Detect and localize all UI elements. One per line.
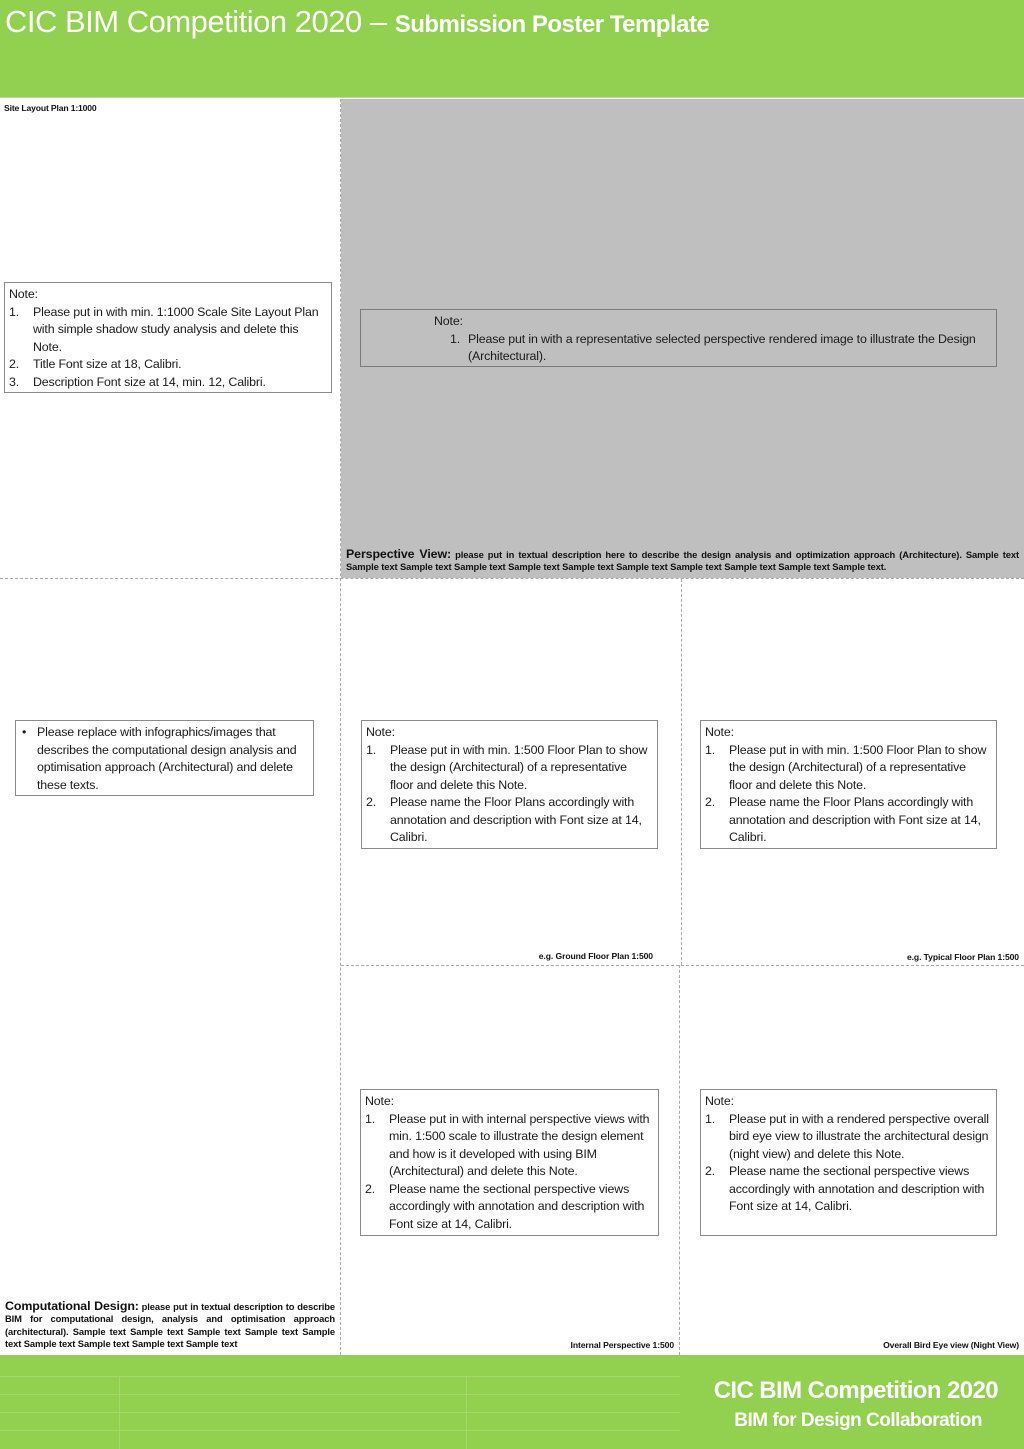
footer-title: CIC BIM Competition 2020 [713, 1377, 998, 1404]
typical-floor-plan-note [700, 720, 997, 849]
note-item-text: Please name the Floor Plans accordingly with annotation and description with Font size at 14, Calibri. [390, 795, 642, 844]
poster-title [5, 4, 709, 40]
note-item [705, 794, 992, 847]
bullet-icon: • [22, 725, 27, 739]
footer-grid-line [0, 1412, 680, 1413]
note-item-text: Please put in with internal perspective views with min. 1:500 scale to illustrate the design element and how is it developed with using BIM (Architectural) and delete this Note. [389, 1111, 650, 1178]
note-heading: Note: [434, 314, 463, 328]
typical-floor-plan-caption: e.g. Typical Floor Plan 1:500 [906, 952, 1019, 962]
note-item-number: 1. [9, 304, 20, 319]
note-item [705, 742, 992, 795]
computational-design-description-text: please put in textual description to describe BIM for computational design, analysis and optimisation approach (architectural). Sample text Sample text Sample text Sample text Sample text Sample text Sample text Sample text Sample text [5, 1301, 335, 1350]
note-item-text: Please put in with a representative selected perspective rendered image to illustrate the Design (Architectural). [468, 331, 976, 363]
divider-horizontal-2 [341, 965, 1024, 966]
note-item-number: 2. [365, 1181, 376, 1196]
note-item-text: Please put in with a rendered perspective overall bird eye view to illustrate the architectural design (night view) and delete this Note. [729, 1111, 989, 1161]
computational-design-description [5, 1300, 335, 1351]
note-heading: Note: [366, 725, 395, 739]
poster-footer [0, 1355, 1024, 1449]
note-bullet-item [20, 724, 309, 794]
perspective-view-description-text: please put in textual description here to describe the design analysis and optimization approach (Architecture). Sample text Sample text Sample text Sample text Sample text Sample text Sample text Sample text Sample text Sample text Sample text. [346, 549, 1019, 573]
footer-grid-line [0, 1430, 680, 1431]
footer-grid-line [466, 1376, 467, 1449]
note-item [450, 331, 992, 366]
divider-vertical-mid-lower [679, 965, 680, 1355]
footer-grid-line [119, 1376, 120, 1449]
note-item [705, 1163, 992, 1216]
site-layout-note [4, 282, 332, 393]
ground-floor-plan-caption: e.g. Ground Floor Plan 1:500 [538, 951, 653, 961]
note-item-text: Please put in with min. 1:1000 Scale Site Layout Plan with simple shadow study analysis and delete this Note. [33, 304, 319, 354]
note-item [366, 794, 653, 847]
computational-design-heading: Computational Design: [5, 1299, 139, 1313]
note-item-text: Description Font size at 14, min. 12, Calibri. [33, 374, 266, 389]
note-item-text: Please name the Floor Plans accordingly with annotation and description with Font size at 14, Calibri. [729, 795, 981, 844]
note-item-text: Please name the sectional perspective views accordingly with annotation and description with Font size at 14, Calibri. [729, 1164, 985, 1213]
note-item-number: 1. [366, 742, 377, 757]
note-item-number: 2. [9, 357, 20, 371]
note-item [366, 742, 653, 795]
perspective-view-description [346, 548, 1019, 574]
internal-perspective-note [360, 1089, 659, 1236]
internal-perspective-caption: Internal Perspective 1:500 [570, 1340, 674, 1350]
note-item [9, 374, 327, 392]
ground-floor-plan-note [361, 720, 658, 849]
note-item [9, 304, 327, 357]
perspective-view-heading: Perspective View: [346, 547, 452, 561]
poster-title-sub: Submission Poster Template [394, 11, 710, 38]
note-item [705, 1111, 992, 1164]
note-heading: Note: [705, 725, 734, 739]
note-item-number: 1. [705, 742, 716, 757]
note-item-number: 3. [9, 374, 20, 389]
footer-grid-line [0, 1394, 680, 1395]
note-item [365, 1181, 654, 1234]
perspective-view-note [360, 309, 997, 367]
divider-vertical-mid-upper [681, 579, 682, 965]
footer-subtitle: BIM for Design Collaboration [734, 1410, 982, 1431]
note-item-number: 1. [450, 331, 461, 346]
note-item-text: Please name the sectional perspective views accordingly with annotation and description with Font size at 14, Calibri. [389, 1181, 645, 1231]
site-layout-label: Site Layout Plan 1:1000 [4, 103, 97, 113]
note-item-text: Please put in with min. 1:500 Floor Plan to show the design (Architectural) of a representative floor and delete this Note. [390, 742, 648, 792]
note-heading: Note: [705, 1094, 734, 1108]
note-item [9, 356, 327, 374]
footer-grid-line [0, 1376, 680, 1377]
bird-eye-view-note [700, 1089, 997, 1236]
note-item-text: Please replace with infographics/images that describes the computational design analysis and optimisation approach (Architectural) and delete these texts. [37, 725, 297, 792]
bird-eye-view-caption: Overall Bird Eye view (Night View) [883, 1340, 1019, 1350]
poster-header [0, 0, 1024, 98]
note-item [365, 1111, 654, 1181]
note-item-number: 2. [705, 1164, 716, 1178]
computational-design-note [15, 720, 314, 796]
poster-title-main: CIC BIM Competition 2020 – [5, 4, 395, 39]
note-item-number: 1. [705, 1111, 716, 1126]
divider-vertical-left [340, 99, 341, 1355]
note-heading: Note: [365, 1094, 394, 1108]
note-item-text: Please put in with min. 1:500 Floor Plan to show the design (Architectural) of a representative floor and delete this Note. [729, 742, 987, 792]
divider-horizontal-1 [0, 578, 1024, 579]
note-item-number: 2. [366, 795, 377, 809]
note-item-number: 1. [365, 1111, 376, 1126]
note-item-number: 2. [705, 795, 716, 809]
note-heading: Note: [9, 287, 38, 301]
note-item-text: Title Font size at 18, Calibri. [33, 357, 182, 371]
